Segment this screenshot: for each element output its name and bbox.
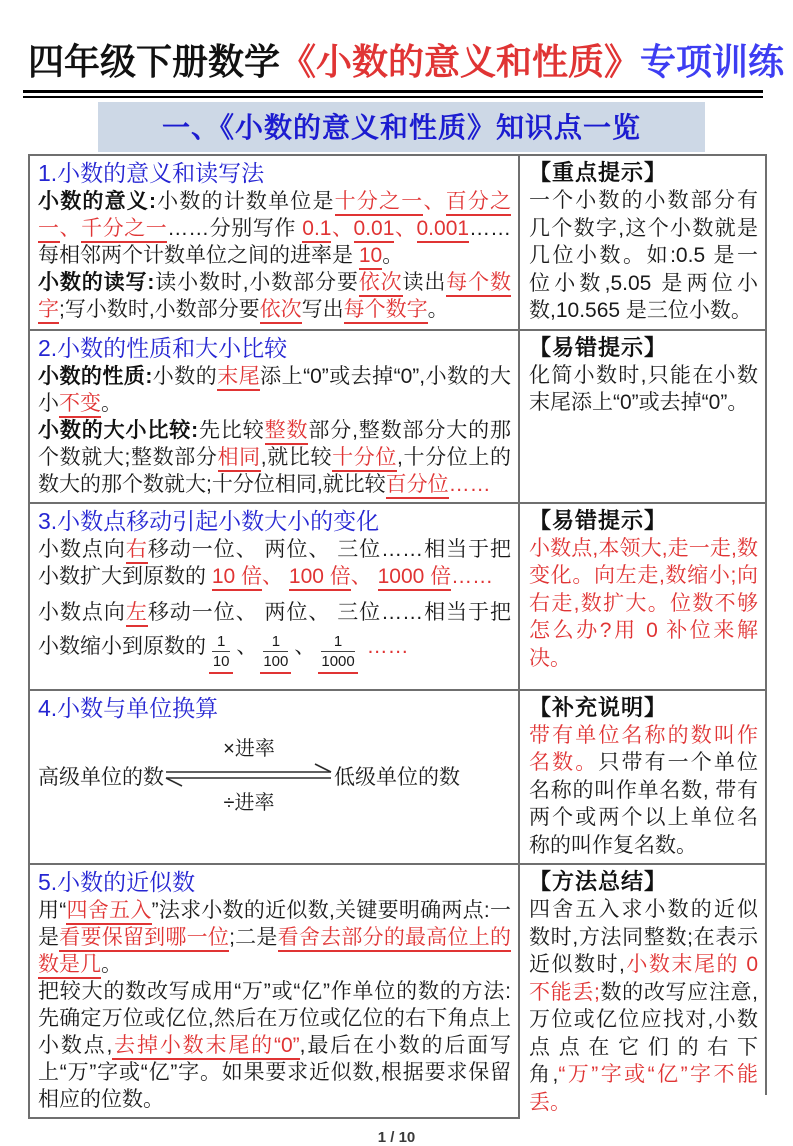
knowledge-paragraph [38,363,511,417]
text-run: ,最后在小数的后面写上“万”字或“亿”字。如果要求近似数,根据要求保留相应的位数。 [38,1034,511,1112]
text-run: ;二是 [229,926,278,950]
text-run: 移动一位、 两位、 三位……相当于把小数扩大到原数的 [38,537,511,588]
text-run: 、 [394,217,417,241]
note-header: 【方法总结】 [529,869,668,895]
knowledge-heading: 4.小数与单位换算 [38,694,219,721]
page-title [0,0,793,83]
text-run: 四舍五入 [66,899,151,925]
text-run: 看要保留到哪一位 [59,926,229,952]
text-run: 化简小数时,只能在小数末尾添上“0”或去掉“0”。 [529,363,758,415]
text-run: 。 [427,298,449,322]
multiply-rate-label: ×进率 [223,737,275,760]
text-run: 不变 [59,392,101,418]
text-run: 小数点,本领大,走一走,数变化。向左走,数缩小;向右走,数扩大。位数不够怎么办?用 0 补位来解决。 [529,536,758,670]
note-cell [520,504,767,691]
text-run: 一个小数的小数部分有几个数字,这个小数就是几位小数。如:0.5 是一位小数,5.05 是两位小数,10.565 是三位小数。 [529,189,758,323]
note-cell [520,331,767,504]
text-run: 。 [382,244,404,268]
page-number: 1 / 10 [377,1129,416,1146]
text-run: 四舍五入求小数的近似数时,方法同整数;在表示近似数时, [529,898,758,977]
text-run: 小数的意义: [38,190,156,214]
note-body [529,535,758,673]
note-header: 【易错提示】 [529,334,668,360]
text-run: 数的改写应注意, 万位或亿位应找对,小数点点在它们的右下角, [529,980,758,1087]
note-header: 【补充说明】 [529,694,668,720]
table-row-meaning-reading [30,156,767,331]
text-run: ”法求小数的近似数,关键要明确两点:一是 [38,899,512,950]
text-run: 把较大的数改写成用“万”或“亿”作单位的数的方法:先确定万位或亿位,然后在万位或亿位的右下角点上小数点, [38,980,511,1058]
knowledge-cell [30,691,520,866]
text-run: “万”字或“亿”字不能丢。 [529,1063,758,1114]
text-run: 。 [101,391,122,415]
text-run: 部分,整数部分大的那个数就大;整数部分 [38,418,511,469]
note-cell [520,691,767,866]
text-run: 末尾 [217,365,260,391]
text-run: 0.01 [354,217,395,243]
text-run: 、 [331,217,354,241]
title-topic-part: 《小数的意义和性质》 [280,41,641,82]
text-run: …… [448,472,491,496]
text-run: 看舍去部分的最高位上的数是几 [38,926,511,979]
text-run: 1000 倍 [378,565,452,591]
table-row-point-move [30,504,767,691]
text-run: 写出 [301,298,344,322]
text-run: 相同 [218,446,261,472]
knowledge-cell [30,504,520,691]
note-body [529,362,758,417]
text-run: 依次 [359,271,403,297]
knowledge-paragraph [38,536,511,590]
divide-rate-label: ÷进率 [223,791,275,814]
knowledge-heading: 3.小数点移动引起小数大小的变化 [38,507,380,534]
knowledge-table [28,154,767,1119]
knowledge-heading: 5.小数的近似数 [38,869,196,896]
note-cell [520,156,767,331]
knowledge-paragraph [38,417,511,498]
text-run: 小数的读写: [38,271,155,295]
knowledge-paragraph [38,269,511,323]
text-run: 10 倍 [212,565,262,591]
text-run: 小数的大小比较: [38,418,199,442]
text-run: 、 [423,190,446,214]
knowledge-heading: 1.小数的意义和读写法 [38,160,265,187]
knowledge-heading: 2.小数的性质和大小比较 [38,334,288,361]
knowledge-cell [30,865,520,1119]
knowledge-paragraph [38,978,511,1113]
table-row-unit-conversion [30,691,767,866]
unit-conversion-diagram [38,737,511,815]
text-run: 10 [359,244,382,270]
text-run: 移动一位、 两位、 三位……相当于把小数缩小到原数的 [38,600,511,658]
text-run: 依次 [260,298,302,324]
text-run: 小数点向 [38,600,126,624]
text-run: 小数的性质: [38,364,153,388]
note-header: 【易错提示】 [529,507,668,533]
text-run: 小数点向 [38,537,126,561]
text-run: 小数的 [152,364,218,388]
text-run: 先比较 [198,418,265,442]
text-run: 十分之一 [335,190,424,216]
text-run: 100 倍 [289,565,351,591]
text-run: 整数 [265,419,309,445]
text-run: 百分之一 [38,190,511,243]
note-body [529,187,758,325]
text-run: ;写小数时,小数部分要 [59,298,260,322]
knowledge-paragraph [38,897,511,978]
text-run: 0.001 [417,217,470,243]
table-row-approximation [30,865,767,1119]
text-run: 十分位 [332,446,397,472]
text-run: 每个数字 [344,298,428,324]
fraction: $\frac{1}{100}$ [260,634,291,674]
section-header: 一、《小数的意义和性质》知识点一览 [98,102,705,152]
fraction: $\frac{1}{1000}$ [318,634,357,674]
text-run: ,十分位上的数大的那个数就大;十分位相同,就比较 [38,445,511,496]
text-run: 0.1 [302,217,331,243]
text-run: 左 [126,601,148,627]
text-run: 。 [101,953,122,977]
title-training-part: 专项训练 [640,41,785,82]
knowledge-cell [30,156,520,331]
title-divider-rule [23,90,763,98]
text-run: 带有单位名称的数叫作名数。 [529,723,758,775]
text-run: 去掉小数末尾的“0” [112,1034,299,1060]
fraction: $\frac{1}{10}$ [209,634,233,674]
text-run: ……每相邻两个计数单位之间的进率是 [38,217,512,268]
text-run: ,就比较 [260,445,333,469]
text-run: …… [360,634,409,658]
lower-unit-label: 低级单位的数 [334,765,460,789]
note-body [529,722,758,860]
text-run: 用“ [38,899,67,923]
text-run: 、 [294,634,316,658]
text-run: 小数的计数单位是 [155,190,335,214]
text-run: …… [451,564,494,588]
text-run: 、 [262,564,289,588]
knowledge-paragraph [38,188,511,269]
conversion-arrows-block [165,737,333,815]
text-run: 读小数时,小数部分要 [154,271,359,295]
text-run: 读出 [402,271,447,295]
text-run: 、 [59,217,82,241]
text-run: 百分位 [386,473,449,499]
knowledge-paragraph [38,596,511,674]
text-run: 添上“0”或去掉“0”,小数的大小 [38,364,512,415]
note-body [529,896,758,1116]
knowledge-cell [30,331,520,504]
text-run: 小数末尾的 0 不能丢; [529,953,758,1004]
text-run: 每个数字 [38,271,511,324]
text-run: ……分别写作 [167,217,303,241]
text-run: 、 [350,564,378,588]
note-header: 【重点提示】 [529,160,668,186]
text-run: 右 [126,538,148,564]
table-row-property-compare [30,331,767,504]
higher-unit-label: 高级单位的数 [38,765,164,789]
text-run: 、 [236,634,258,658]
text-run: 只带有一个单位名称的叫作单名数, 带有两个或两个以上单位名称的叫作复名数。 [529,751,759,857]
title-grade-part: 四年级下册数学 [28,41,281,82]
note-cell [520,865,767,1114]
double-arrow-icon [165,763,333,787]
text-run: 千分之一 [81,217,167,243]
